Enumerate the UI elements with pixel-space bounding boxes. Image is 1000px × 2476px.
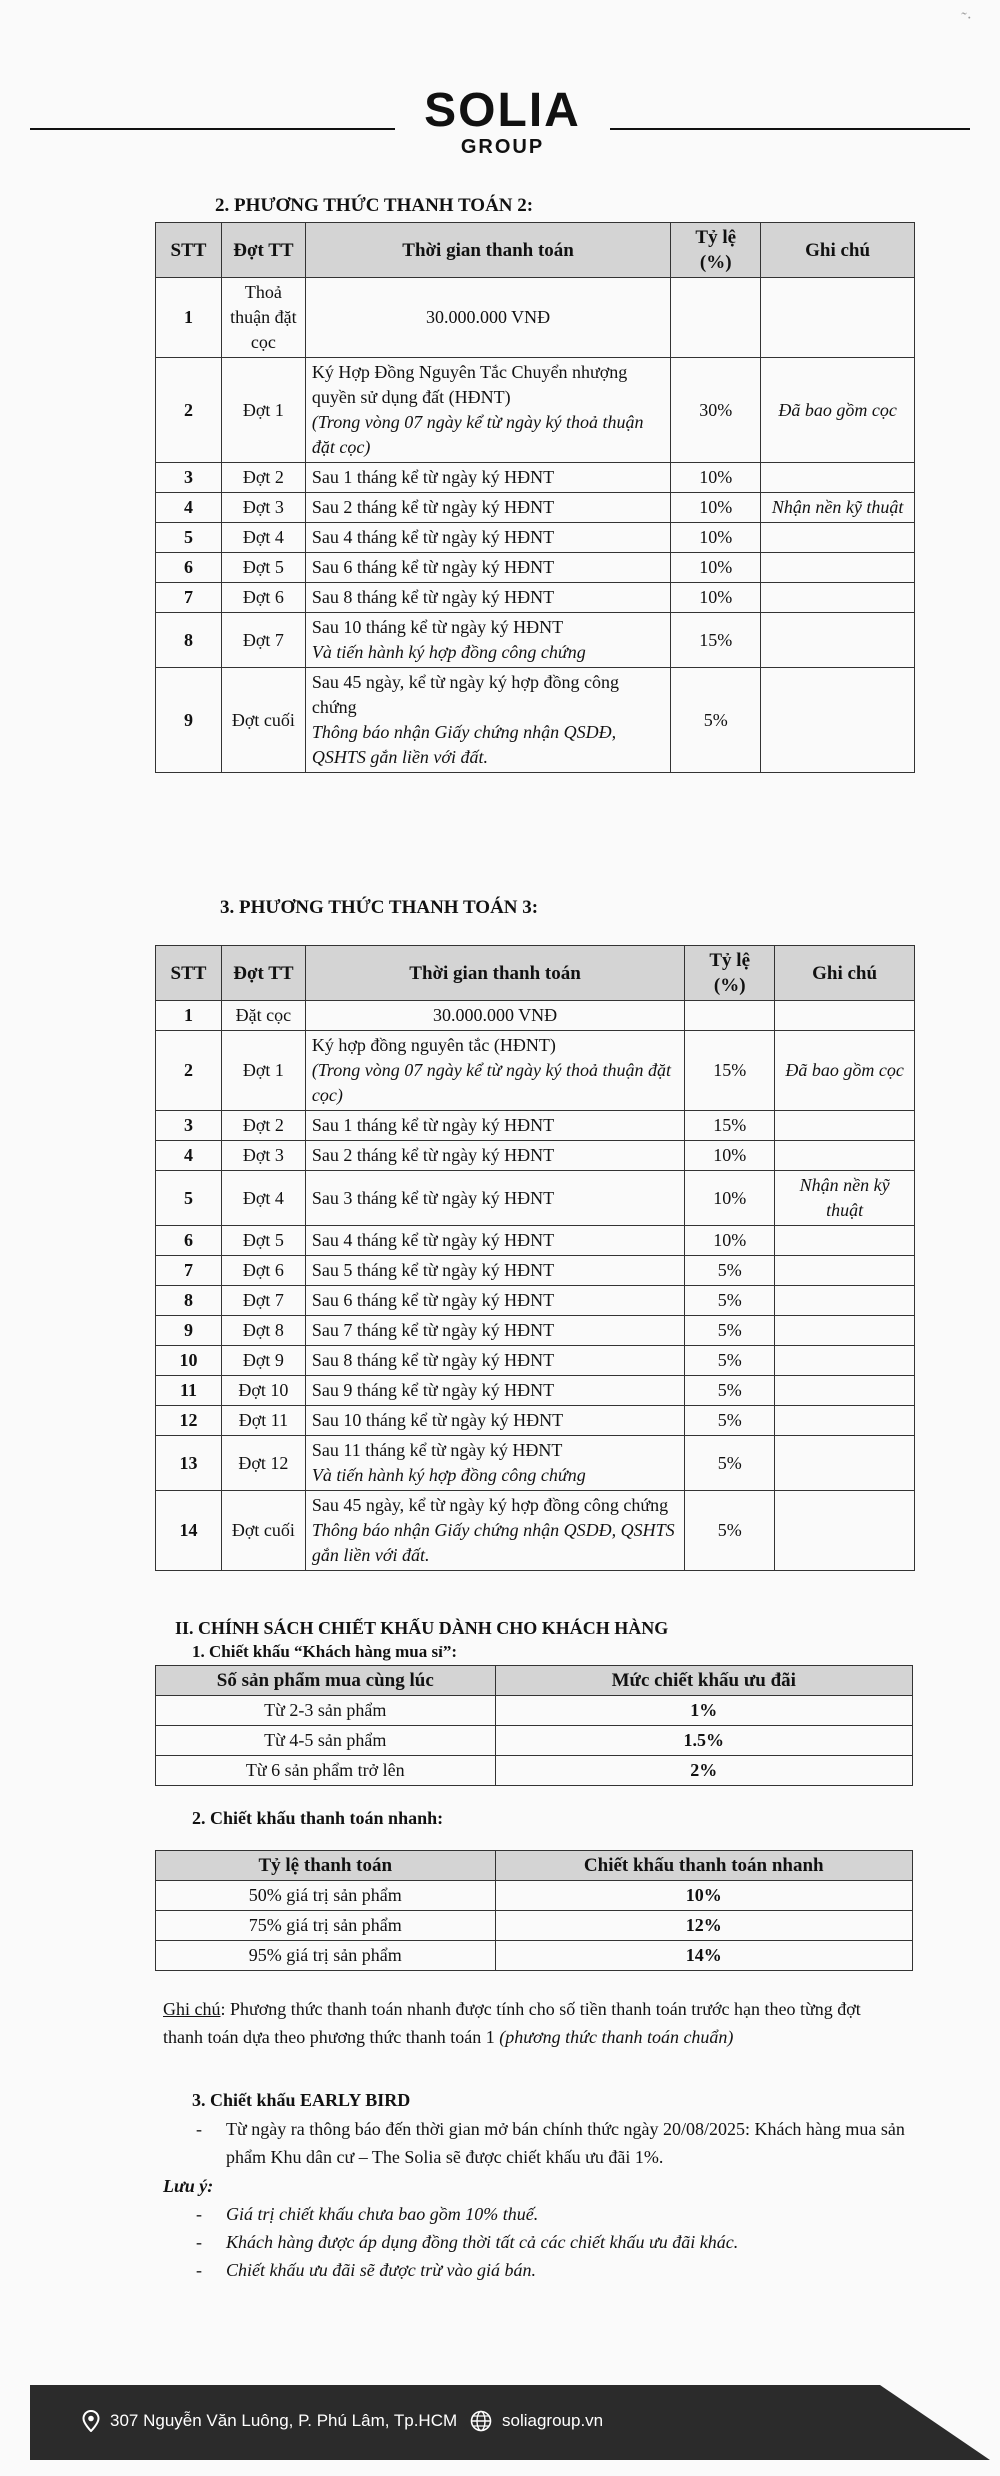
row-percent: 5% [685, 1286, 775, 1316]
row-stt: 7 [156, 583, 222, 613]
col-header: Thời gian thanh toán [305, 946, 684, 1001]
table-row [156, 553, 915, 583]
row-percent: 10% [671, 583, 761, 613]
row-time [305, 358, 670, 463]
row-time [305, 583, 670, 613]
caution-item: - Giá trị chiết khấu chưa bao gồm 10% thuế. [196, 2204, 539, 2224]
row-installment: Đợt 9 [221, 1346, 305, 1376]
time-text: Sau 6 tháng kể từ ngày ký HĐNT [311, 557, 555, 577]
time-text: Sau 4 tháng kể từ ngày ký HĐNT [311, 1230, 555, 1250]
table-row [156, 1491, 915, 1571]
page-footer [30, 2385, 990, 2460]
col-header: Đợt TT [221, 946, 305, 1001]
globe-icon [470, 2410, 492, 2432]
table-row [156, 1376, 915, 1406]
row-installment: Đợt 6 [221, 583, 305, 613]
time-text: Sau 6 tháng kể từ ngày ký HĐNT [311, 1290, 555, 1310]
row-time [305, 1436, 684, 1491]
table-row [156, 493, 915, 523]
time-text: Ký Hợp Đồng Nguyên Tắc Chuyển nhượng quyền sử dụng đất (HĐNT) [311, 362, 628, 407]
table-row [156, 1941, 913, 1971]
time-text: 30.000.000 VNĐ [432, 1005, 558, 1025]
row-stt: 9 [156, 668, 222, 773]
row-note [775, 1346, 915, 1376]
time-text: Ký hợp đồng nguyên tắc (HĐNT) [311, 1035, 556, 1055]
row-percent: 10% [671, 493, 761, 523]
table-row [156, 1726, 913, 1756]
row-label: 95% giá trị sản phẩm [156, 1941, 496, 1971]
row-installment: Đợt 5 [221, 553, 305, 583]
row-percent: 10% [685, 1226, 775, 1256]
row-time [305, 463, 670, 493]
row-percent: 30% [671, 358, 761, 463]
map-pin-icon [82, 2410, 100, 2432]
header-rule-left [30, 128, 395, 130]
row-time [305, 1286, 684, 1316]
footer-address-item [82, 2410, 457, 2432]
table-row [156, 613, 915, 668]
row-percent: 10% [671, 463, 761, 493]
row-time [305, 1406, 684, 1436]
table-row [156, 358, 915, 463]
plan3-table [155, 945, 915, 1571]
row-stt: 13 [156, 1436, 222, 1491]
col-header: Ghi chú [761, 223, 915, 278]
time-italic: Thông báo nhận Giấy chứng nhận QSDĐ, QSHTS gắn liền với đất. [311, 1520, 675, 1565]
row-time [305, 493, 670, 523]
table-row [156, 1756, 913, 1786]
row-percent: 5% [685, 1256, 775, 1286]
caution-item: - Khách hàng được áp dụng đồng thời tất cả các chiết khấu ưu đãi khác. [196, 2232, 739, 2252]
table-row [156, 583, 915, 613]
table-row [156, 1141, 915, 1171]
early-text-block: - Từ ngày ra thông báo đến thời gian mở bán chính thức ngày 20/08/2025: Khách hàng mua sản phẩm Khu dân cư – The Solia sẽ được chiết khấu ưu đãi 1%. [196, 2119, 905, 2167]
row-percent: 10% [685, 1141, 775, 1171]
row-percent: 10% [671, 523, 761, 553]
row-note [775, 1226, 915, 1256]
table-row [156, 1406, 915, 1436]
note-text: : Phương thức thanh toán nhanh được tính cho số tiền thanh toán trước hạn theo từng đợt thanh toán dựa theo phương thức thanh toán 1 [163, 1999, 861, 2047]
time-text: Sau 3 tháng kể từ ngày ký HĐNT [311, 1187, 555, 1208]
row-stt: 4 [156, 493, 222, 523]
time-text: Sau 45 ngày, kể từ ngày ký hợp đồng công chứng [311, 1495, 669, 1515]
row-installment: Đợt 6 [221, 1256, 305, 1286]
row-installment: Đặt cọc [221, 1001, 305, 1031]
row-time [305, 1376, 684, 1406]
row-installment: Đợt 3 [221, 493, 305, 523]
table-row [156, 1346, 915, 1376]
time-text: Sau 11 tháng kể từ ngày ký HĐNT [311, 1440, 563, 1460]
time-text: Sau 9 tháng kể từ ngày ký HĐNT [311, 1380, 555, 1400]
row-percent: 10% [685, 1171, 775, 1226]
col-header: Tỷ lệ (%) [671, 223, 761, 278]
row-stt: 5 [156, 1171, 222, 1226]
table-row [156, 668, 915, 773]
header-rule-right [610, 128, 970, 130]
brand-logo [395, 85, 610, 157]
row-time [305, 668, 670, 773]
row-time [305, 613, 670, 668]
row-stt: 11 [156, 1376, 222, 1406]
row-note [775, 1001, 915, 1031]
row-percent: 5% [685, 1406, 775, 1436]
row-note [761, 523, 915, 553]
row-note [775, 1376, 915, 1406]
row-time [305, 553, 670, 583]
row-stt: 2 [156, 358, 222, 463]
time-text: Sau 45 ngày, kể từ ngày ký hợp đồng công chứng [311, 672, 619, 717]
brand-name: SOLIA [424, 84, 581, 137]
row-stt: 9 [156, 1316, 222, 1346]
row-note: Đã bao gồm cọc [761, 358, 915, 463]
row-stt: 8 [156, 1286, 222, 1316]
row-installment: Đợt 4 [221, 523, 305, 553]
row-time [305, 1316, 684, 1346]
col-header: Tỷ lệ (%) [685, 946, 775, 1001]
col-header: Số sản phẩm mua cùng lúc [156, 1666, 496, 1696]
caution-label: Lưu ý: [163, 2176, 214, 2196]
early-title: 3. Chiết khấu EARLY BIRD [192, 2090, 411, 2110]
plan2-title: 2. PHƯƠNG THỨC THANH TOÁN 2: [215, 195, 534, 216]
col-header: Tỷ lệ thanh toán [156, 1851, 496, 1881]
table-row [156, 1256, 915, 1286]
row-installment: Đợt 1 [221, 358, 305, 463]
row-time [305, 523, 670, 553]
time-text: Sau 5 tháng kể từ ngày ký HĐNT [311, 1260, 555, 1280]
col-header: Chiết khấu thanh toán nhanh [495, 1851, 912, 1881]
fast-title: 2. Chiết khấu thanh toán nhanh: [192, 1808, 444, 1828]
plan3-title: 3. PHƯƠNG THỨC THANH TOÁN 3: [220, 897, 539, 918]
table-row [156, 1226, 915, 1256]
row-stt: 12 [156, 1406, 222, 1436]
time-text: Sau 1 tháng kể từ ngày ký HĐNT [311, 467, 555, 487]
row-installment: Đợt 4 [221, 1171, 305, 1226]
page-header [0, 85, 1000, 165]
row-time [305, 278, 670, 358]
time-text: 30.000.000 VNĐ [425, 307, 551, 327]
brand-sub: GROUP [460, 136, 545, 158]
plan2-table [155, 222, 915, 773]
row-note: Nhận nền kỹ thuật [761, 493, 915, 523]
row-time [305, 1111, 684, 1141]
row-value: 1% [495, 1696, 912, 1726]
row-stt: 2 [156, 1031, 222, 1111]
row-note: Nhận nền kỹ thuật [775, 1171, 915, 1226]
table-row [156, 1286, 915, 1316]
row-installment: Đợt 7 [221, 1286, 305, 1316]
time-text: Sau 4 tháng kể từ ngày ký HĐNT [311, 527, 555, 547]
time-text: Sau 8 tháng kể từ ngày ký HĐNT [311, 587, 555, 607]
row-value: 14% [495, 1941, 912, 1971]
note-label: Ghi chú [163, 1999, 221, 2019]
early-text: Từ ngày ra thông báo đến thời gian mở bán chính thức ngày 20/08/2025: Khách hàng mua sản phẩm Khu dân cư – The Solia sẽ được chiết khấu ưu đãi 1%. [226, 2119, 905, 2167]
row-value: 1.5% [495, 1726, 912, 1756]
row-note [775, 1436, 915, 1491]
row-time [305, 1226, 684, 1256]
col-header: STT [156, 946, 222, 1001]
footer-website-item[interactable] [470, 2410, 603, 2432]
row-percent [671, 278, 761, 358]
time-text: Sau 1 tháng kể từ ngày ký HĐNT [311, 1115, 555, 1135]
row-installment: Đợt 10 [221, 1376, 305, 1406]
time-italic: Và tiến hành ký hợp đồng công chứng [311, 1465, 586, 1485]
row-note [775, 1256, 915, 1286]
row-stt: 6 [156, 1226, 222, 1256]
row-stt: 3 [156, 1111, 222, 1141]
row-time [305, 1491, 684, 1571]
note-italic: (phương thức thanh toán chuẩn) [499, 2027, 734, 2047]
row-note [775, 1316, 915, 1346]
row-installment: Đợt 7 [221, 613, 305, 668]
row-label: Từ 4-5 sản phẩm [156, 1726, 496, 1756]
row-time [305, 1141, 684, 1171]
wholesale-title: 1. Chiết khấu “Khách hàng mua sỉ”: [192, 1642, 457, 1661]
plan2-header-row [156, 223, 915, 278]
row-installment: Đợt 2 [221, 1111, 305, 1141]
table-row [156, 1171, 915, 1226]
table-row [156, 1696, 913, 1726]
discount-title: II. CHÍNH SÁCH CHIẾT KHẤU DÀNH CHO KHÁCH HÀNG [175, 1618, 669, 1638]
row-installment: Đợt 1 [221, 1031, 305, 1111]
table-row [156, 1001, 915, 1031]
row-stt: 1 [156, 1001, 222, 1031]
row-note [761, 553, 915, 583]
row-stt: 7 [156, 1256, 222, 1286]
row-percent: 5% [685, 1436, 775, 1491]
row-percent: 5% [685, 1346, 775, 1376]
time-italic: Thông báo nhận Giấy chứng nhận QSDĐ, QSHTS gắn liền với đất. [311, 722, 617, 767]
caution-list [190, 2200, 910, 2284]
row-note [761, 463, 915, 493]
row-note [775, 1286, 915, 1316]
row-installment: Thoả thuận đặt cọc [221, 278, 305, 358]
row-time [305, 1001, 684, 1031]
row-installment: Đợt 8 [221, 1316, 305, 1346]
row-time [305, 1171, 684, 1226]
time-italic: (Trong vòng 07 ngày kể từ ngày ký thoả thuận đặt cọc) [311, 412, 644, 457]
row-percent: 5% [671, 668, 761, 773]
row-value: 12% [495, 1911, 912, 1941]
row-percent: 10% [671, 553, 761, 583]
time-text: Sau 2 tháng kể từ ngày ký HĐNT [311, 1145, 555, 1165]
row-installment: Đợt 11 [221, 1406, 305, 1436]
plan3-header-row [156, 946, 915, 1001]
row-installment: Đợt 12 [221, 1436, 305, 1491]
row-note [775, 1491, 915, 1571]
time-text: Sau 2 tháng kể từ ngày ký HĐNT [311, 497, 555, 517]
table-row [156, 523, 915, 553]
table-row [156, 1881, 913, 1911]
col-header: Ghi chú [775, 946, 915, 1001]
time-italic: (Trong vòng 07 ngày kể từ ngày ký thoả thuận đặt cọc) [311, 1060, 671, 1105]
row-stt: 6 [156, 553, 222, 583]
row-note [761, 613, 915, 668]
time-italic: Và tiến hành ký hợp đồng công chứng [311, 642, 586, 662]
table-row [156, 1031, 915, 1111]
row-installment: Đợt 2 [221, 463, 305, 493]
row-percent: 5% [685, 1316, 775, 1346]
row-value: 2% [495, 1756, 912, 1786]
col-header: STT [156, 223, 222, 278]
row-stt: 1 [156, 278, 222, 358]
row-percent: 15% [671, 613, 761, 668]
table-row [156, 278, 915, 358]
table-row [156, 1911, 913, 1941]
row-value: 10% [495, 1881, 912, 1911]
row-label: 50% giá trị sản phẩm [156, 1881, 496, 1911]
row-label: Từ 2-3 sản phẩm [156, 1696, 496, 1726]
row-stt: 14 [156, 1491, 222, 1571]
row-label: Từ 6 sản phẩm trở lên [156, 1756, 496, 1786]
row-percent [685, 1001, 775, 1031]
row-stt: 10 [156, 1346, 222, 1376]
row-installment: Đợt cuối [221, 1491, 305, 1571]
row-note [775, 1111, 915, 1141]
row-stt: 3 [156, 463, 222, 493]
row-percent: 5% [685, 1491, 775, 1571]
fast-table [155, 1850, 913, 1971]
col-header: Thời gian thanh toán [305, 223, 670, 278]
row-label: 75% giá trị sản phẩm [156, 1911, 496, 1941]
col-header: Đợt TT [221, 223, 305, 278]
row-stt: 4 [156, 1141, 222, 1171]
row-percent: 5% [685, 1376, 775, 1406]
wholesale-table [155, 1665, 913, 1786]
row-time [305, 1256, 684, 1286]
footer-address: 307 Nguyễn Văn Luông, P. Phú Lâm, Tp.HCM [110, 2411, 458, 2430]
row-percent: 15% [685, 1031, 775, 1111]
row-stt: 5 [156, 523, 222, 553]
table-row [156, 463, 915, 493]
col-header: Mức chiết khấu ưu đãi [495, 1666, 912, 1696]
fast-note [163, 1995, 903, 2051]
row-time [305, 1031, 684, 1111]
table-row [156, 1436, 915, 1491]
time-text: Sau 7 tháng kể từ ngày ký HĐNT [311, 1320, 555, 1340]
time-text: Sau 8 tháng kể từ ngày ký HĐNT [311, 1350, 555, 1370]
footer-corner [880, 2385, 990, 2460]
row-time [305, 1346, 684, 1376]
time-text: Sau 10 tháng kể từ ngày ký HĐNT [311, 617, 564, 637]
table-row [156, 1316, 915, 1346]
row-installment: Đợt 5 [221, 1226, 305, 1256]
time-text: Sau 10 tháng kể từ ngày ký HĐNT [311, 1410, 564, 1430]
row-note: Đã bao gồm cọc [775, 1031, 915, 1111]
caution-item: - Chiết khấu ưu đãi sẽ được trừ vào giá bán. [196, 2260, 537, 2280]
table-row [156, 1111, 915, 1141]
row-note [775, 1406, 915, 1436]
row-stt: 8 [156, 613, 222, 668]
row-note [761, 278, 915, 358]
row-percent: 15% [685, 1111, 775, 1141]
row-note [761, 668, 915, 773]
corner-mark: ˜· [961, 10, 972, 27]
row-installment: Đợt cuối [221, 668, 305, 773]
footer-website[interactable]: soliagroup.vn [502, 2411, 604, 2430]
row-note [761, 583, 915, 613]
row-installment: Đợt 3 [221, 1141, 305, 1171]
row-note [775, 1141, 915, 1171]
